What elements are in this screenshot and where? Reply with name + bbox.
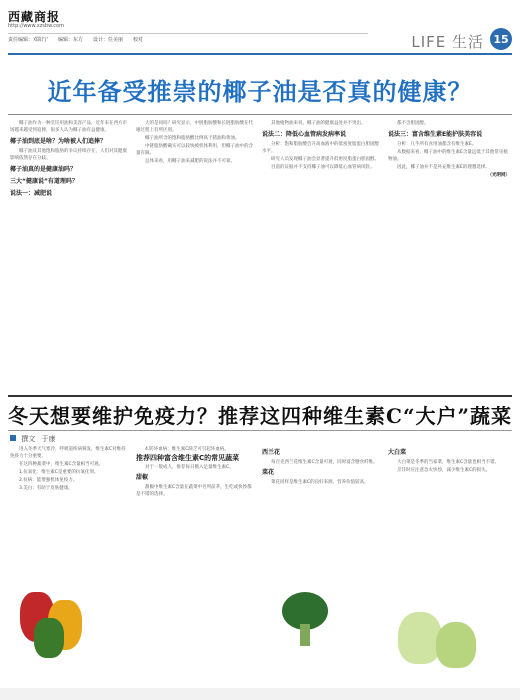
paragraph: 菜花同样是维生素C的良好来源，营养价值较高。	[271, 480, 369, 485]
article2-column-1	[10, 446, 128, 586]
section-divider	[8, 395, 512, 397]
byline-marker-icon	[10, 435, 16, 441]
subheading: 椰子油真的是健康油吗？	[10, 166, 77, 173]
subheading: 三大“健康说”有道理吗？	[10, 178, 78, 185]
paragraph: 其他植物油来说，椰子油的健康益处并不突出。	[271, 121, 366, 126]
paragraph: 中链脂肪酸确实可以较快被机体利用，但椰子油中的含量有限。	[136, 144, 253, 156]
credits-line	[8, 33, 368, 43]
paragraph: 目前的证据并不支持椰子油可以降低心血管病风险。	[271, 165, 375, 170]
paragraph: 在这四种蔬菜中，维生素C含量相当可观。	[19, 462, 104, 467]
masthead-url: http://www.xzsbw.com	[8, 23, 64, 29]
paragraph: 进入冬季天气寒冷，呼吸道疾病频发，维生素C对维持免疫力十分重要。	[10, 447, 126, 459]
paragraph: 大白菜是冬季的当家菜，维生素C含量也相当不错。	[397, 460, 500, 465]
paragraph: 对于一般成人，推荐每日摄入足量维生素C。	[145, 465, 234, 470]
article1-rule	[8, 114, 512, 115]
article2-column-2	[136, 446, 254, 686]
paragraph: 分析：几乎所有食用油都含有维生素E。	[397, 142, 477, 147]
subheading: 说法一：减肥说	[10, 190, 53, 197]
section-tag: LIFE 生活	[411, 33, 484, 51]
subheading: 椰子油到底是啥？为啥被人们追捧？	[10, 138, 107, 145]
credit-proofread: 校对	[133, 37, 144, 43]
subheading: 说法二：降低心血管病发病率说	[262, 131, 347, 138]
paragraph: 因此，椰子油并不是补充维生素E的理想选择。	[397, 165, 490, 170]
paragraph: 4.防坏血病：维生素C缺乏可引起坏血病。	[145, 447, 229, 452]
paragraph: 大的是同吗？研究显示，中链脂肪酸和长链脂肪酸在代谢过程上有所区别。	[136, 121, 253, 133]
credit-editor: 责任编辑：邓阳宁	[8, 37, 49, 43]
paragraph: 每百克西兰花维生素C含量可观，同时富含膳食纤维。	[271, 460, 378, 465]
article1-headline: 近年备受推崇的椰子油是否真的健康？	[47, 78, 473, 106]
vegetable-heading: 菜花	[262, 469, 275, 476]
header-rule	[8, 53, 512, 55]
page-footer	[0, 688, 520, 700]
paragraph: 甜椒中维生素C含量在蔬菜中名列前茅，生吃或快炒都是不错的选择。	[136, 485, 252, 497]
page-number-badge: 15	[490, 28, 512, 50]
article1-column-2	[136, 120, 254, 390]
paragraph: 都不含胆固醇。	[397, 121, 429, 126]
cabbage-shape	[436, 622, 476, 668]
masthead-title: 西藏商报	[8, 10, 61, 24]
article1-column-1	[10, 120, 128, 390]
byline	[10, 434, 55, 444]
vegetable-heading: 西兰花	[262, 449, 281, 456]
vegetable-heading: 大白菜	[388, 449, 407, 456]
paragraph: 研究人员发现椰子油会显著提升低密度脂蛋白胆固醇。	[271, 157, 379, 162]
article2-headline: 冬天想要维护免疫力？推荐这四种维生素C“大户”蔬菜	[8, 404, 512, 428]
paragraph: 烹饪时应注意急火快炒，减少维生素C的损失。	[397, 468, 491, 473]
vegetable-heading: 甜椒	[136, 474, 149, 481]
recommend-title: 推荐四种富含维生素C的常见蔬菜	[136, 454, 240, 462]
article1-source: （光明网）	[487, 173, 510, 178]
article2-rule	[8, 430, 512, 431]
credit-design: 设计：任美丽	[93, 37, 124, 43]
byline-author: 于康	[41, 435, 56, 443]
paragraph: 椰子油所含的饱和脂肪酸比例高于猪油和黄油。	[145, 136, 240, 141]
broccoli-stem-shape	[300, 624, 310, 646]
article2-column-3	[262, 446, 380, 586]
subheading: 说法三：富含维生素E能护肤美容说	[388, 131, 483, 138]
page-header	[0, 0, 520, 58]
paragraph: 3.美白：有助于皮肤健康。	[19, 486, 73, 491]
paragraph: 1.抗氧化：维生素C是重要的抗氧化剂。	[19, 470, 99, 475]
byline-label: 撰文	[21, 435, 36, 443]
paragraph: 椰子油及其他饱和脂肪的争议持续存在，人们对其健康影响依然存在分歧。	[10, 149, 127, 161]
article1-column-4	[388, 120, 510, 390]
article1-column-3	[262, 120, 380, 390]
credit-editing: 编辑：东方	[58, 37, 84, 43]
paragraph: 从数据来看，椰子油中的维生素E含量远低于其他常见植物油。	[388, 150, 508, 162]
paragraph: 椰子油作为一种烹饪用油和美容产品，近年来在西方市场越来越受到追捧，很多人认为椰子油有益健康。	[10, 121, 127, 133]
paragraph: 2.抗病：能增强机体免疫力。	[19, 478, 78, 483]
article2-column-4	[388, 446, 510, 606]
paragraph: 分析：饱和脂肪酸会升高血液中的低密度脂蛋白胆固醇水平。	[262, 142, 379, 154]
green-pepper-shape	[34, 618, 64, 658]
paragraph: 总体来看，用椰子油来减肥的说法并不可靠。	[145, 159, 235, 164]
